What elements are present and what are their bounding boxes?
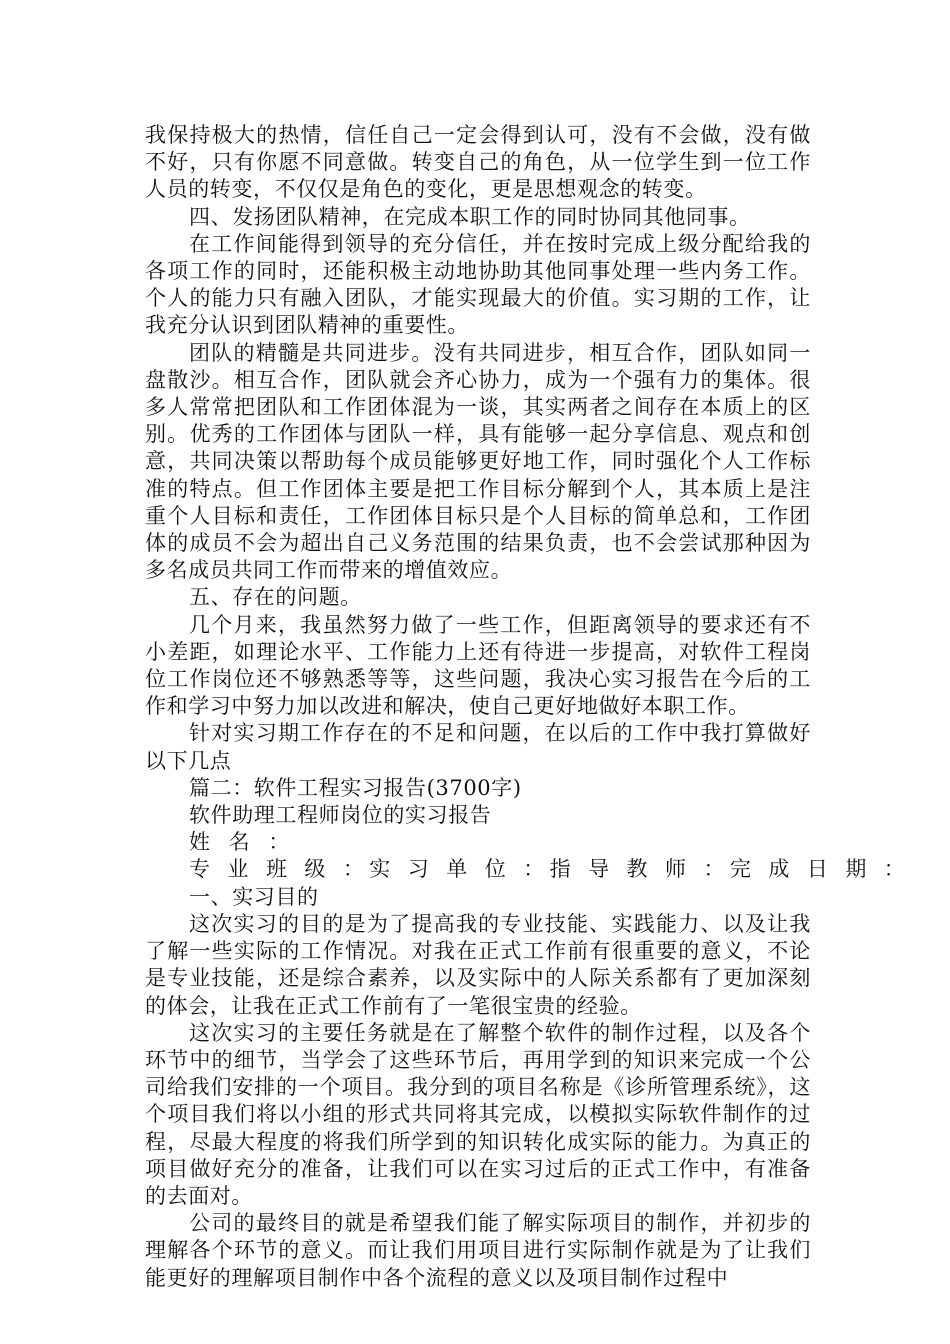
report-title: 软件助理工程师岗位的实习报告 bbox=[189, 803, 492, 828]
paragraph-5: 五、存在的问题。 bbox=[189, 585, 362, 610]
paragraph-7: 针对实习期工作存在的不足和问题，在以后的工作中我打算做好以下几点 bbox=[145, 721, 811, 773]
document-body bbox=[145, 122, 911, 1292]
info-fields-line: 专 业 班 级 ：实 习 单 位 ：指 导 教 师 ：完 成 日 期 ： bbox=[189, 857, 911, 882]
paragraph-13: 这次实习的目的是为了提高我的专业技能、实践能力、以及让我了解一些实际的工作情况。对我在正式工作前有很重要的意义，不论是专业技能，还是综合素养，以及实际中的人际关系都有了更加深刻的体会，让我在正式工作前有了一笔很宝贵的经验。 bbox=[145, 911, 811, 1018]
paragraph-14: 这次实习的主要任务就是在了解整个软件的制作过程，以及各个环节中的细节，当学会了这些环节后，再用学到的知识来完成一个公司给我们安排的一个项目。我分到的项目名称是《诊所管理系统》，这个项目我们将以小组的形式共同将其完成，以模拟实际软件制作的过程，尽最大程度的将我们所学到的知识转化成实际的能力。为真正的项目做好充分的准备，让我们可以在实习过后的正式工作中，有准备的去面对。 bbox=[145, 1020, 811, 1208]
paragraph-1: 我保持极大的热情，信任自己一定会得到认可，没有不会做，没有做不好，只有你愿不同意做。转变自己的角色，从一位学生到一位工作人员的转变，不仅仅是角色的变化，更是思想观念的转变。 bbox=[145, 123, 811, 202]
section-heading-purpose: 一、实习目的 bbox=[189, 884, 319, 909]
article-heading: 篇二：软件工程实习报告(3700字) bbox=[189, 775, 522, 800]
name-field-line: 姓 名 ： bbox=[189, 830, 296, 855]
paragraph-15: 公司的最终目的就是希望我们能了解实际项目的制作，并初步的理解各个环节的意义。而让我们用项目进行实际制作就是为了让我们能更好的理解项目制作中各个流程的意义以及项目制作过程中 bbox=[145, 1211, 811, 1290]
paragraph-3: 在工作间能得到领导的充分信任，并在按时完成上级分配给我的各项工作的同时，还能积极主动地协助其他同事处理一些内务工作。个人的能力只有融入团队，才能实现最大的价值。实习期的工作，让我充分认识到团队精神的重要性。 bbox=[145, 231, 811, 338]
paragraph-6: 几个月来，我虽然努力做了一些工作，但距离领导的要求还有不小差距，如理论水平、工作能力上还有待进一步提高，对软件工程岗位工作岗位还不够熟悉等等，这些问题，我决心实习报告在今后的工作和学习中努力加以改进和解决，使自己更好地做好本职工作。 bbox=[145, 612, 811, 719]
paragraph-4: 团队的精髓是共同进步。没有共同进步，相互合作，团队如同一盘散沙。相互合作，团队就会齐心协力，成为一个强有力的集体。很多人常常把团队和工作团体混为一谈，其实两者之间存在本质上的区别。优秀的工作团体与团队一样，具有能够一起分享信息、观点和创意，共同决策以帮助每个成员能够更好地工作，同时强化个人工作标准的特点。但工作团体主要是把工作目标分解到个人，其本质上是注重个人目标和责任，工作团体目标只是个人目标的简单总和，工作团体的成员不会为超出自己义务范围的结果负责，也不会尝试那种因为多名成员共同工作而带来的增值效应。 bbox=[145, 340, 811, 583]
paragraph-2: 四、发扬团队精神，在完成本职工作的同时协同其他同事。 bbox=[189, 204, 751, 229]
